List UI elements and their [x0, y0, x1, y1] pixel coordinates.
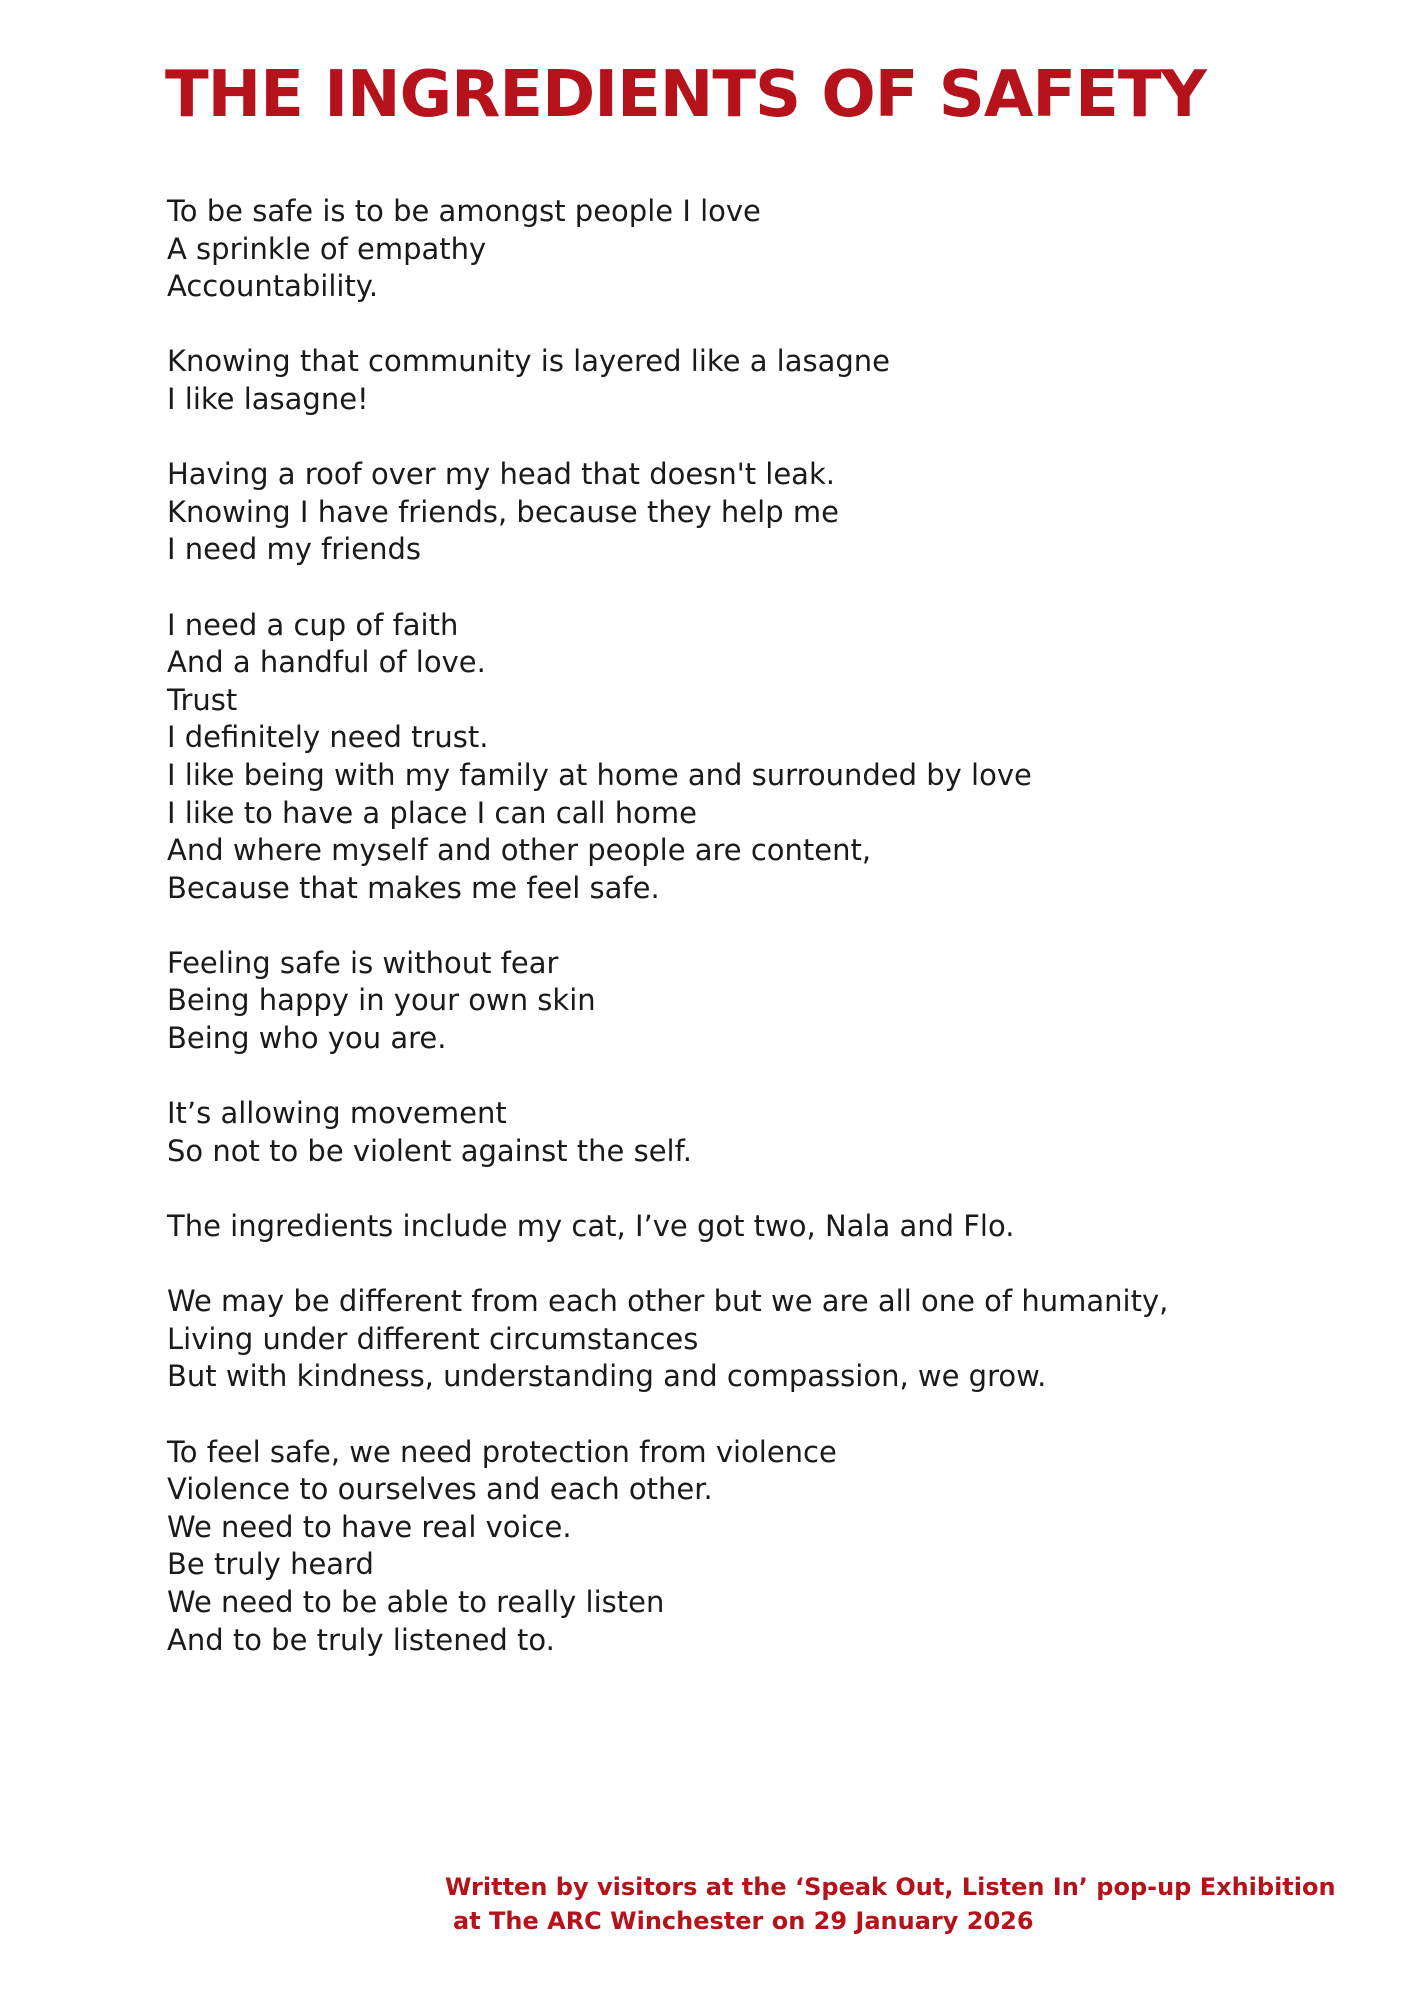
poem-line: Being happy in your own skin	[167, 983, 596, 1018]
poem-stanza	[167, 193, 1317, 306]
footer-credit-line-2: at The ARC Winchester on 29 January 2026	[453, 1907, 1034, 1935]
poem-stanza	[167, 343, 1317, 418]
poem-line: We may be different from each other but we are all one of humanity,	[167, 1284, 1169, 1319]
poem-line: Being who you are.	[167, 1021, 447, 1056]
poem-stanza	[167, 1434, 1317, 1660]
page-title: THE INGREDIENTS OF SAFETY	[165, 58, 1206, 132]
poem-line: Knowing I have friends, because they help me	[167, 494, 839, 529]
poem-line: I like being with my family at home and surrounded by love	[167, 757, 1032, 792]
poem-line: Feeling safe is without fear	[167, 945, 559, 980]
poem-line: I definitely need trust.	[167, 720, 489, 755]
poem-line: But with kindness, understanding and compassion, we grow.	[167, 1359, 1047, 1394]
poem-line: To feel safe, we need protection from violence	[167, 1434, 837, 1469]
poem-line: We need to have real voice.	[167, 1509, 572, 1544]
poem-line: The ingredients include my cat, I’ve got two, Nala and Flo.	[167, 1209, 1015, 1244]
poem-line: Knowing that community is layered like a lasagne	[167, 344, 891, 379]
poem-line: We need to be able to really listen	[167, 1584, 665, 1619]
poem-line: And where myself and other people are content,	[167, 833, 872, 868]
poem-line: Having a roof over my head that doesn't leak.	[167, 457, 835, 492]
poem-line: A sprinkle of empathy	[167, 231, 487, 266]
poem-line: Accountability.	[167, 269, 379, 304]
poem-line: Trust	[167, 682, 238, 717]
poem-line: So not to be violent against the self.	[167, 1133, 692, 1168]
footer-credit-line-1: Written by visitors at the ‘Speak Out, Listen In’ pop-up Exhibition	[445, 1873, 1336, 1901]
poem-line: I need a cup of faith	[167, 607, 459, 642]
poem-stanza	[167, 1208, 1317, 1246]
poem-stanza	[167, 1095, 1317, 1170]
poem-line: I like lasagne!	[167, 381, 369, 416]
poem-stanza	[167, 607, 1317, 908]
poem-body	[167, 193, 1317, 1697]
poem-stanza	[167, 945, 1317, 1058]
footer-credit	[445, 1870, 1336, 1938]
poem-line: Living under different circumstances	[167, 1321, 699, 1356]
poem-line: And a handful of love.	[167, 645, 486, 680]
poem-line: Violence to ourselves and each other.	[167, 1472, 713, 1507]
poem-stanza	[167, 1283, 1317, 1396]
poem-line: Because that makes me feel safe.	[167, 870, 660, 905]
poem-line: And to be truly listened to.	[167, 1622, 555, 1657]
poem-stanza	[167, 456, 1317, 569]
poem-line: It’s allowing movement	[167, 1096, 507, 1131]
poem-line: I need my friends	[167, 532, 422, 567]
poem-line: Be truly heard	[167, 1547, 374, 1582]
poem-line: I like to have a place I can call home	[167, 795, 697, 830]
poem-line: To be safe is to be amongst people I love	[167, 194, 761, 228]
